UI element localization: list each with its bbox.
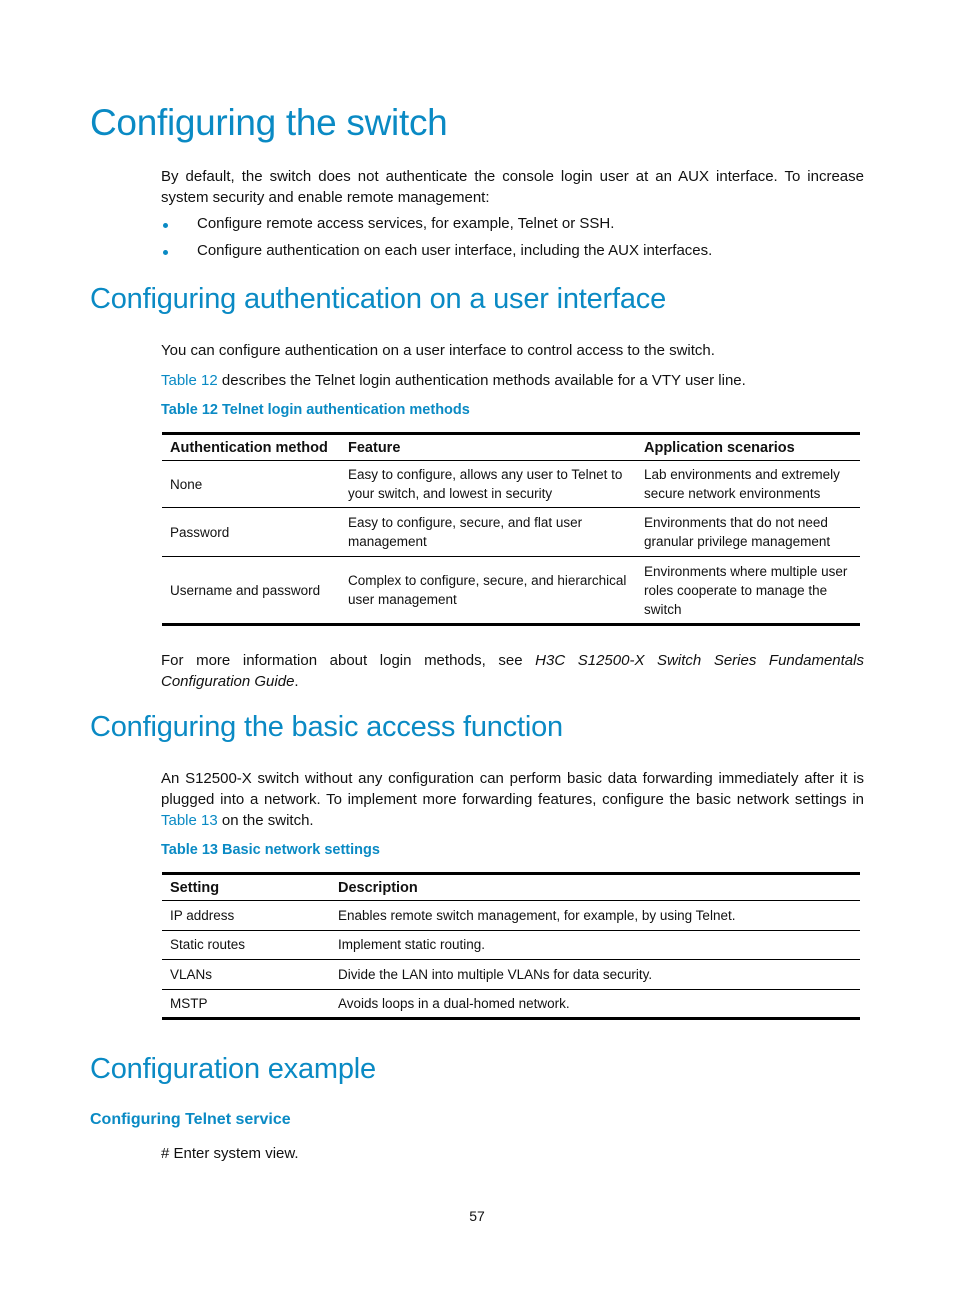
cell-setting: MSTP <box>170 995 208 1011</box>
header-scenarios: Application scenarios <box>644 439 795 456</box>
header-setting: Setting <box>170 879 220 896</box>
more-info-text: For more information about login methods, see <box>161 652 536 669</box>
bullet-icon <box>163 250 168 255</box>
page-number: 57 <box>469 1208 485 1224</box>
cell-description: Enables remote switch management, for example, by using Telnet. <box>338 907 736 923</box>
table-header-row <box>162 874 860 901</box>
cell-description: Avoids loops in a dual-homed network. <box>338 995 570 1011</box>
cell-method: None <box>170 476 203 492</box>
step-text: # Enter system view. <box>161 1145 299 1162</box>
table-12-caption: Table 12 Telnet login authentication methods <box>161 402 470 418</box>
section-heading-basic: Configuring the basic access function <box>90 711 563 743</box>
more-info-paragraph <box>161 650 864 692</box>
cell-scenario: Environments that do not need granular privilege management <box>644 515 831 549</box>
table-12-link[interactable]: Table 12 <box>161 372 218 389</box>
header-description: Description <box>338 879 418 896</box>
table-row <box>162 461 860 508</box>
table-13-link[interactable]: Table 13 <box>161 812 218 829</box>
table-row <box>162 989 860 1019</box>
cell-method: Password <box>170 524 230 540</box>
table-row <box>162 557 860 625</box>
bullet-text: Configure authentication on each user interface, including the AUX interfaces. <box>197 242 713 259</box>
cell-scenario: Lab environments and extremely secure network environments <box>644 467 840 501</box>
cell-setting: Static routes <box>170 937 246 953</box>
cell-setting: VLANs <box>170 966 213 982</box>
table-13-caption: Table 13 Basic network settings <box>161 842 380 858</box>
more-info-suffix: . <box>294 673 299 690</box>
header-feature: Feature <box>348 439 401 456</box>
table-row <box>162 901 860 931</box>
section-heading-auth: Configuring authentication on a user interface <box>90 283 667 315</box>
auth-table-reference-text: describes the Telnet login authentication methods available for a VTY user line. <box>217 372 746 389</box>
cell-setting: IP address <box>170 907 235 923</box>
cell-feature: Easy to configure, allows any user to Telnet to your switch, and lowest in security <box>348 467 623 501</box>
auth-methods-table <box>162 432 860 626</box>
table-header-row <box>162 434 860 461</box>
basic-settings-table <box>162 872 860 1020</box>
cell-feature: Complex to configure, secure, and hierarchical user management <box>348 573 627 607</box>
basic-paragraph-suffix: on the switch. <box>217 812 314 829</box>
cell-scenario: Environments where multiple user roles cooperate to manage the switch <box>644 563 848 617</box>
header-auth-method: Authentication method <box>170 439 328 456</box>
subsection-heading-telnet: Configuring Telnet service <box>90 1111 291 1128</box>
section-heading-example: Configuration example <box>90 1053 376 1085</box>
table-row <box>162 508 860 557</box>
cell-method: Username and password <box>170 582 321 598</box>
cell-description: Divide the LAN into multiple VLANs for data security. <box>338 966 653 982</box>
table-row <box>162 960 860 990</box>
auth-paragraph: You can configure authentication on a user interface to control access to the switch. <box>161 342 715 359</box>
auth-table-reference <box>161 370 864 391</box>
guide-title: H3C S12500-X Switch Series Fundamentals Configuration Guide <box>161 652 864 690</box>
table-row <box>162 930 860 960</box>
page-title: Configuring the switch <box>90 102 448 143</box>
cell-description: Implement static routing. <box>338 937 486 953</box>
cell-feature: Easy to configure, secure, and flat user management <box>348 515 583 549</box>
basic-paragraph-text: An S12500-X switch without any configuration can perform basic data forwarding immediately after it is plugged into a network. To implement more forwarding features, configure the basic network settings in <box>161 770 864 808</box>
bullet-text: Configure remote access services, for example, Telnet or SSH. <box>197 215 615 232</box>
bullet-icon <box>163 223 168 228</box>
intro-paragraph: By default, the switch does not authenticate the console login user at an AUX interface. To increase system security and enable remote management: <box>161 168 864 206</box>
basic-paragraph <box>161 768 864 831</box>
